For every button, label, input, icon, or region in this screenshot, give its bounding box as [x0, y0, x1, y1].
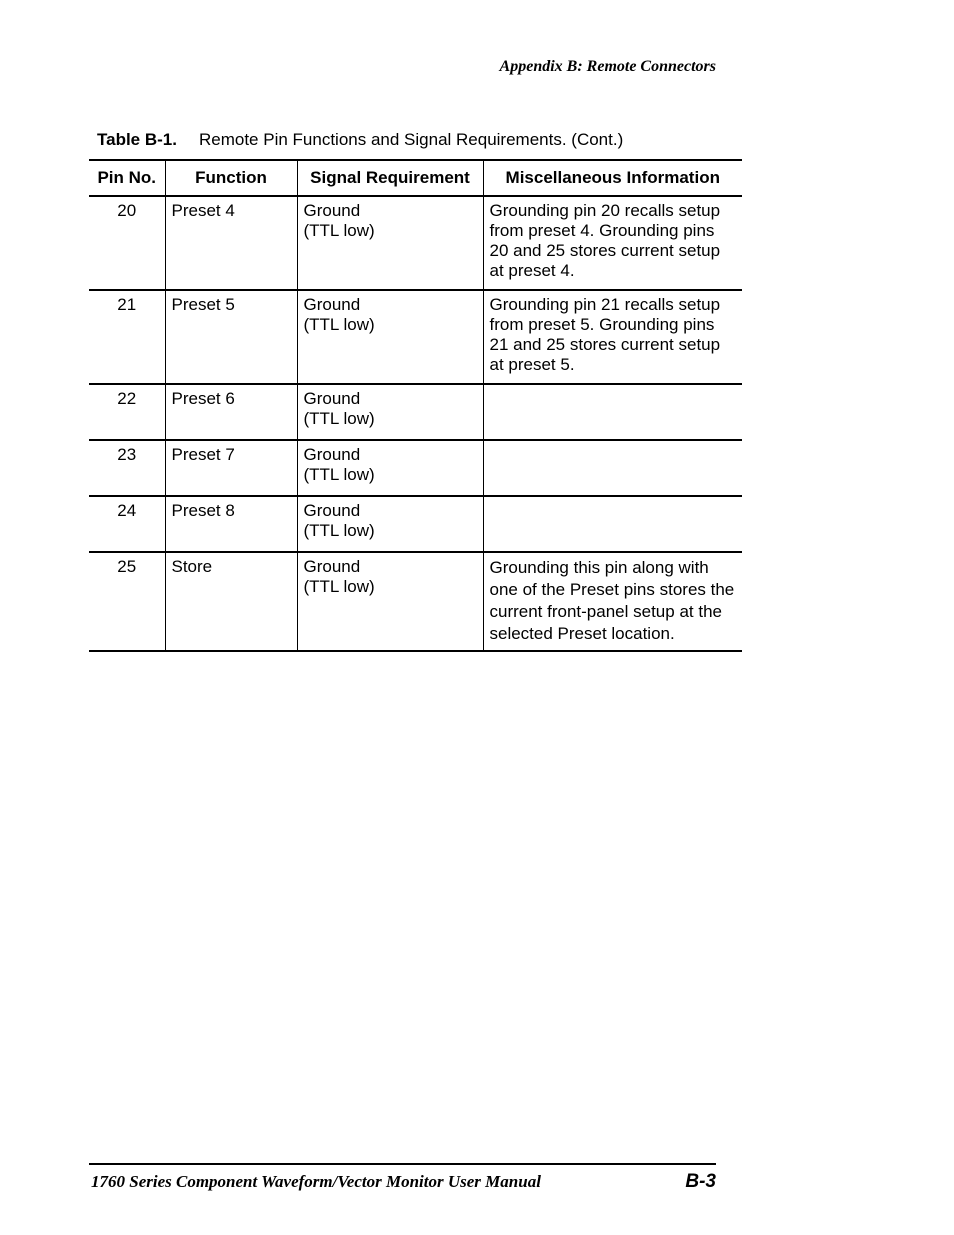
- misc-line: one of the Preset pins stores the: [489, 580, 735, 599]
- function-cell: Preset 8: [165, 496, 297, 552]
- table-row: [89, 496, 742, 552]
- function-cell: Preset 7: [165, 440, 297, 496]
- pin-functions-table: [89, 159, 742, 652]
- misc-line: Grounding pin 21 recalls setup: [489, 295, 721, 314]
- running-head: Appendix B: Remote Connectors: [499, 58, 716, 75]
- misc-line: 21 and 25 stores current setup: [489, 335, 721, 354]
- table-caption-text: Remote Pin Functions and Signal Requirements. (Cont.): [198, 130, 624, 149]
- signal-cell: [297, 496, 483, 552]
- misc-line: from preset 4. Grounding pins: [489, 221, 715, 240]
- signal-cell: [297, 196, 483, 290]
- signal-cell: [297, 290, 483, 384]
- pin-number: 24: [89, 496, 165, 552]
- column-header-function: Function: [165, 160, 297, 196]
- signal-line: (TTL low): [303, 577, 375, 596]
- signal-cell: [297, 440, 483, 496]
- page-number: B-3: [685, 1171, 716, 1192]
- misc-line: from preset 5. Grounding pins: [489, 315, 715, 334]
- function-cell: Preset 6: [165, 384, 297, 440]
- table-row: [89, 440, 742, 496]
- misc-line: selected Preset location.: [489, 624, 675, 643]
- column-header-signal: Signal Requirement: [297, 160, 483, 196]
- signal-line: (TTL low): [303, 465, 375, 484]
- misc-line: 20 and 25 stores current setup: [489, 241, 721, 260]
- misc-cell: [483, 384, 742, 440]
- column-header-pin: Pin No.: [89, 160, 165, 196]
- pin-number: 22: [89, 384, 165, 440]
- function-cell: Preset 5: [165, 290, 297, 384]
- signal-line: Ground: [303, 295, 361, 314]
- footer-manual-title: 1760 Series Component Waveform/Vector Monitor User Manual: [91, 1172, 541, 1191]
- table-row: [89, 384, 742, 440]
- signal-cell: [297, 384, 483, 440]
- signal-line: Ground: [303, 201, 361, 220]
- misc-line: current front-panel setup at the: [489, 602, 722, 621]
- table-row: [89, 290, 742, 384]
- footer-rule: [89, 1163, 716, 1165]
- misc-line: at preset 4.: [489, 261, 575, 280]
- misc-cell: [483, 496, 742, 552]
- misc-cell: [483, 440, 742, 496]
- signal-line: Ground: [303, 389, 361, 408]
- misc-cell: [483, 196, 742, 290]
- signal-line: (TTL low): [303, 315, 375, 334]
- signal-line: Ground: [303, 445, 361, 464]
- misc-line: Grounding this pin along with: [489, 558, 709, 577]
- pin-number: 20: [89, 196, 165, 290]
- table-row: [89, 196, 742, 290]
- table-row: [89, 552, 742, 651]
- signal-line: (TTL low): [303, 409, 375, 428]
- signal-cell: [297, 552, 483, 651]
- function-cell: Preset 4: [165, 196, 297, 290]
- table-header-row: [89, 160, 742, 196]
- pin-number: 21: [89, 290, 165, 384]
- signal-line: Ground: [303, 501, 361, 520]
- pin-number: 23: [89, 440, 165, 496]
- table-caption-label: Table B-1.: [97, 130, 177, 149]
- signal-line: Ground: [303, 557, 361, 576]
- signal-line: (TTL low): [303, 221, 375, 240]
- misc-line: Grounding pin 20 recalls setup: [489, 201, 721, 220]
- table-caption: [97, 130, 623, 150]
- pin-number: 25: [89, 552, 165, 651]
- misc-cell: [483, 552, 742, 651]
- signal-line: (TTL low): [303, 521, 375, 540]
- column-header-misc: Miscellaneous Information: [483, 160, 742, 196]
- misc-cell: [483, 290, 742, 384]
- misc-line: at preset 5.: [489, 355, 575, 374]
- function-cell: Store: [165, 552, 297, 651]
